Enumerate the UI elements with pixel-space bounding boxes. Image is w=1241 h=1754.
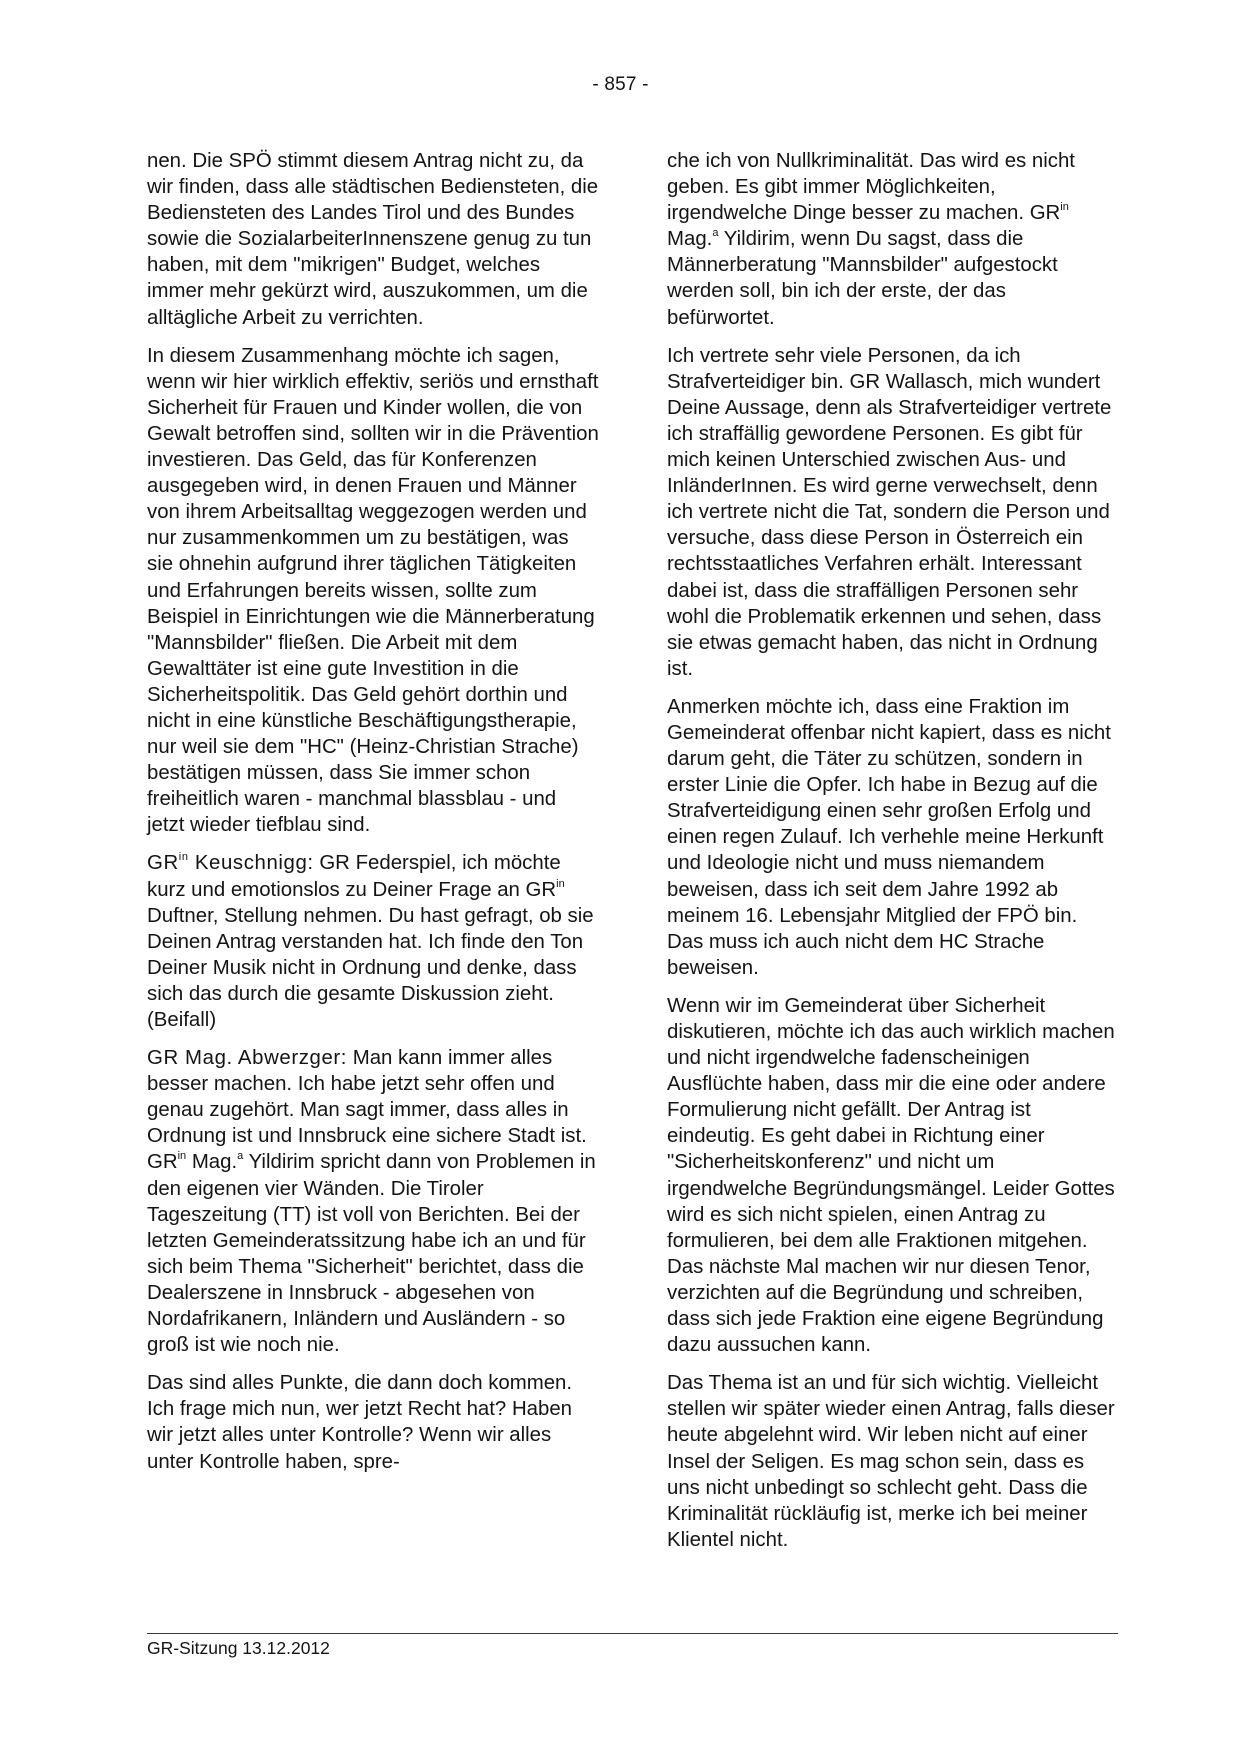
paragraph: In diesem Zusammenhang möchte ich sagen, wenn wir hier wirklich effektiv, seriös und ernsthaft Sicherheit für Frauen und Kinder wollen, die von Gewalt betroffen sind, sollten wir in die Prävention investieren. Das Geld, das für Konferenzen ausgegeben wird, in denen Frauen und Männer von ihrem Arbeitsalltag weggezogen werden und nur zusammenkommen um zu bestätigen, was sie ohnehin aufgrund ihrer täglichen Tätigkeiten und Erfahrungen bereits wissen, sollte zum Beispiel in Einrichtungen wie die Männerberatung "Mannsbilder" fließen. Die Arbeit mit dem Gewalttäter ist eine gute Investition in die Sicherheitspolitik. Das Geld gehört dorthin und nicht in eine künstliche Beschäftigungstherapie, nur weil sie dem "HC" (Heinz-Christian Strache) bestätigen müssen, dass Sie immer schon freiheitlich waren - manchmal blassblau - und jetzt wieder tiefblau sind. — [147, 344, 599, 837]
paragraph: Das Thema ist an und für sich wichtig. Vielleicht stellen wir später wieder einen Antrag, falls dieser heute abgelehnt wird. Wir leben nicht auf einer Insel der Seligen. Es mag schon sein, dass es uns nicht unbedingt so schlecht geht. Dass die Kriminalität rückläufig ist, merke ich bei meiner Klientel nicht. — [667, 1372, 1115, 1551]
footer-divider — [147, 1633, 1118, 1634]
speaker-name: $GR^{in}$ Keuschnigg: — [147, 851, 314, 875]
paragraph: Ich vertrete sehr viele Personen, da ich Strafverteidiger bin. GR Wallasch, mich wundert Deine Aussage, denn als Strafverteidiger vertrete ich straffällig gewordene Personen. Es gibt für mich keinen Unterschied zwischen Aus- und InländerInnen. Es wird gerne verwechselt, denn ich vertrete nicht die Tat, sondern die Person und versuche, dass diese Person in Österreich ein rechtsstaatliches Verfahren erhält. Interessant dabei ist, dass die straffälligen Personen sehr wohl die Problematik erkennen und sehen, dass sie etwas gemacht haben, das nicht in Ordnung ist. — [667, 344, 1112, 680]
speech-abwerzger: GR Mag. Abwerzger: Man kann immer alles besser machen. Ich habe jetzt sehr offen und genau zugehört. Man sagt immer, dass alles in Ordnung ist und Innsbruck eine sichere Stadt ist. $GR^{in}$ Mag.$^a$ Yildirim spricht dann von Problemen in den eigenen vier Wänden. Die Tiroler Tageszeitung (TT) ist voll von Berichten. Bei der letzten Gemeinderatssitzung habe ich an und für sich beim Thema "Sicherheit" berichtet, dass die Dealerszene in Innsbruck - abgesehen von Nordafrikanern, Inländern und Ausländern - so groß ist wie noch nie. — [147, 1047, 596, 1357]
page-number: - 857 - — [592, 74, 649, 95]
speech-keuschnigg: $GR^{in}$ Keuschnigg: GR Federspiel, ich möchte kurz und emotionslos zu Deiner Frage an $GR^{in}$ Duftner, Stellung nehmen. Du hast gefragt, ob sie Deinen Antrag verstanden hat. Ich finde den Ton Deiner Musik nicht in Ordnung und denke, dass sich das durch die gesamte Diskussion zieht. (Beifall) — [147, 851, 594, 1031]
paragraph: che ich von Nullkriminalität. Das wird es nicht geben. Es gibt immer Möglichkeiten, irgendwelche Dinge besser zu machen. $GR^{in}$ Mag.$^a$ Yildirim, wenn Du sagst, dass die Männerberatung "Mannsbilder" aufgestockt werden soll, bin ich der erste, der das befürwortet. — [667, 150, 1075, 329]
speaker-name: GR Mag. Abwerzger: — [147, 1047, 348, 1070]
paragraph: Anmerken möchte ich, dass eine Fraktion im Gemeinderat offenbar nicht kapiert, dass es nicht darum geht, die Täter zu schützen, sondern in erster Linie die Opfer. Ich habe in Bezug auf die Strafverteidigung einen sehr großen Erfolg und einen regen Zulauf. Ich verhehle meine Herkunft und Ideologie nicht und muss niemandem beweisen, dass ich seit dem Jahre 1992 ab meinem 16. Lebensjahr Mitglied der FPÖ bin. Das muss ich auch nicht dem HC Strache beweisen. — [667, 695, 1111, 979]
right-column — [667, 148, 1119, 1565]
paragraph: Wenn wir im Gemeinderat über Sicherheit diskutieren, möchte ich das auch wirklich machen und nicht irgendwelche fadenscheinigen Ausflüchte haben, dass mir die eine oder andere Formulierung nicht gefällt. Der Antrag ist eindeutig. Es geht dabei in Richtung einer "Sicherheitskonferenz" und nicht um irgendwelche Begründungsmängel. Leider Gottes wird es sich nicht spielen, einen Antrag zu formulieren, bei dem alle Fraktionen mitgehen. Das nächste Mal machen wir nur diesen Tenor, verzichten auf die Begründung und schreiben, dass sich jede Fraktion eine eigene Begründung dazu aussuchen kann. — [667, 994, 1115, 1357]
paragraph: Das sind alles Punkte, die dann doch kommen. Ich frage mich nun, wer jetzt Recht hat? Haben wir jetzt alles unter Kontrolle? Wenn wir alles unter Kontrolle haben, spre- — [147, 1372, 573, 1473]
left-column — [147, 148, 599, 1487]
paragraph: nen. Die SPÖ stimmt diesem Antrag nicht zu, da wir finden, dass alle städtischen Bediensteten, die Bediensteten des Landes Tirol und des Bundes sowie die SozialarbeiterInnenszene genug zu tun haben, mit dem "mikrigen" Budget, welches immer mehr gekürzt wird, auszukommen, um die alltägliche Arbeit zu verrichten. — [147, 150, 599, 329]
footer-session-date: GR-Sitzung 13.12.2012 — [147, 1638, 330, 1658]
